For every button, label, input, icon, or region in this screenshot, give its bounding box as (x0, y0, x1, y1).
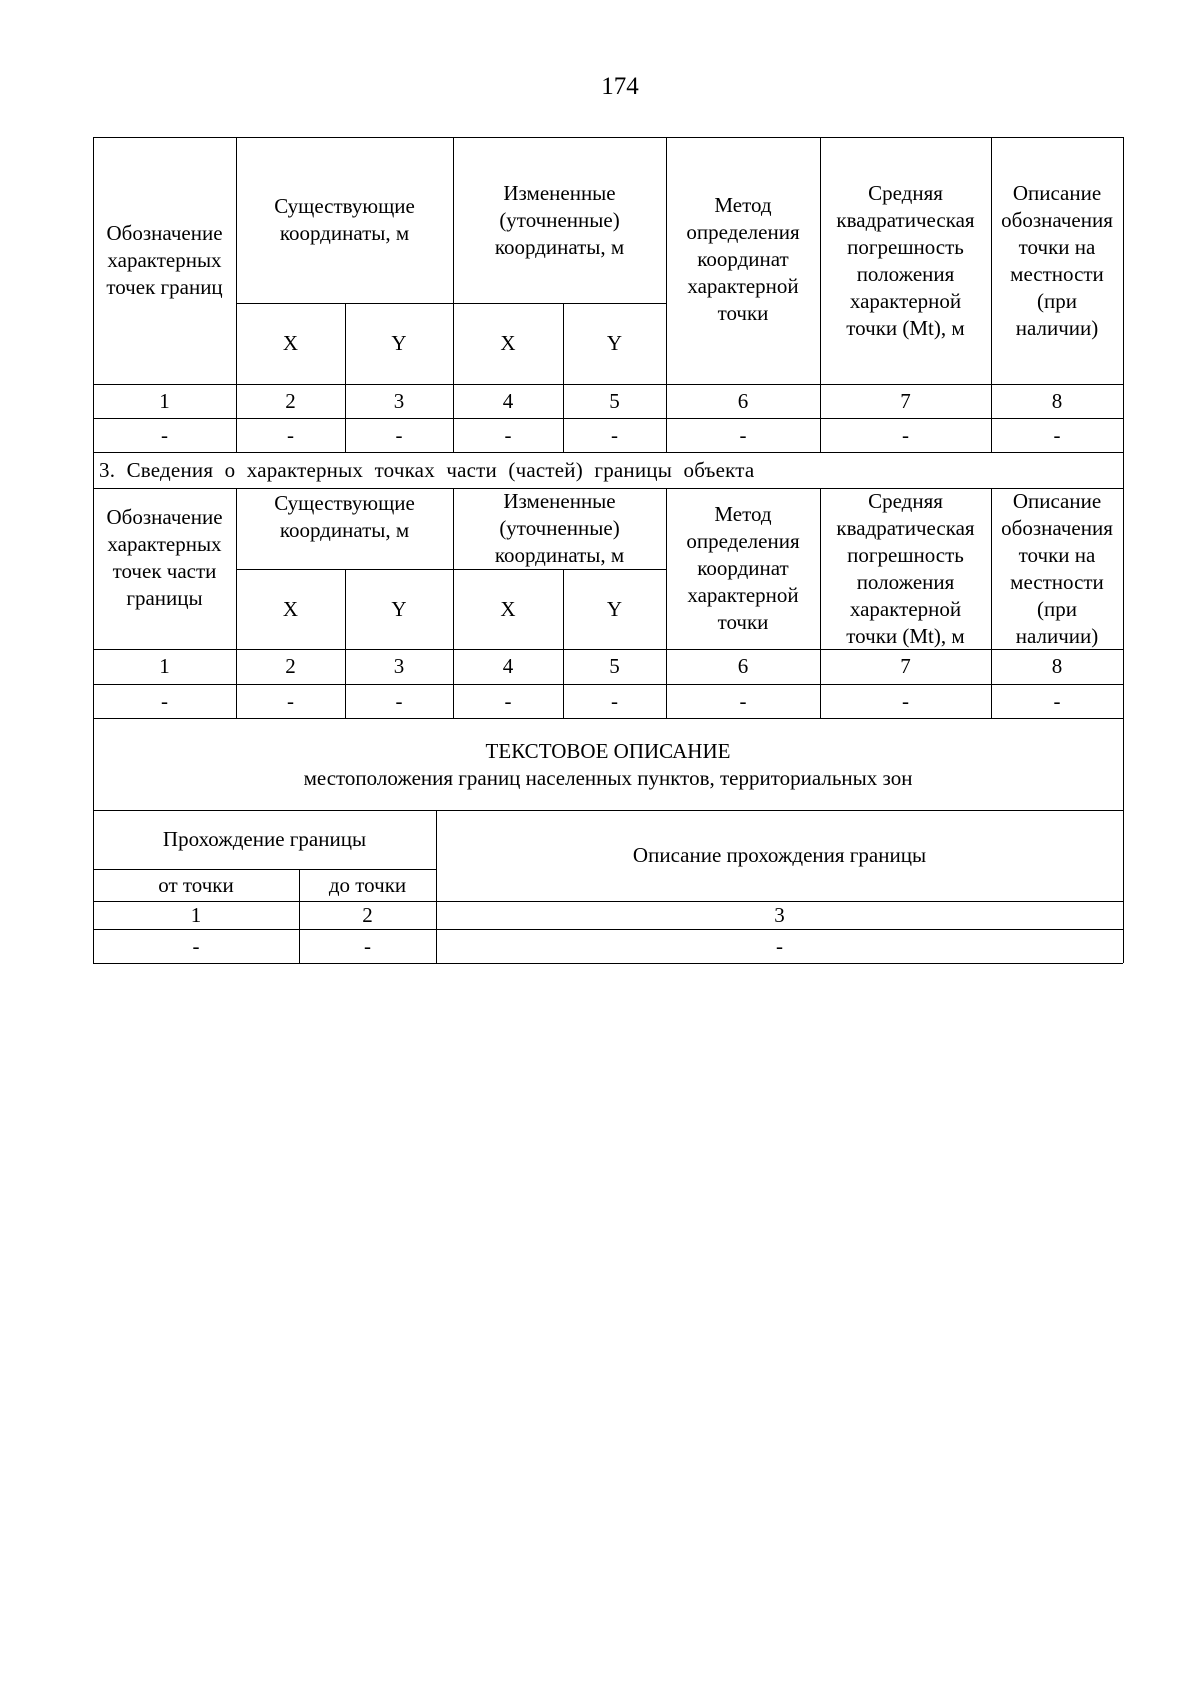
table-cell: - (504, 688, 512, 713)
table-cell: - (192, 933, 200, 958)
table-cell: - (902, 688, 909, 713)
table-cell: - (1053, 688, 1061, 713)
column-number: 1 (159, 388, 170, 413)
column-number: 8 (1051, 654, 1063, 678)
header-y-existing: Y (391, 331, 407, 355)
table-cell: - (504, 422, 512, 447)
column-number: 1 (159, 654, 170, 678)
header-to-point: до точки (328, 872, 407, 897)
header-y-changed: Y (606, 596, 623, 621)
header-description: Описание обозначения точки на местности (при наличии) (1001, 181, 1113, 340)
header-x-existing: X (282, 596, 299, 621)
column-number: 2 (285, 388, 296, 413)
table-cell: - (395, 422, 403, 447)
table-cell: - (287, 422, 294, 447)
table-cell: - (739, 688, 747, 713)
column-number: 6 (737, 388, 749, 413)
header-y-changed: Y (606, 331, 623, 355)
header-existing-coords: Существующие координаты, м (274, 194, 415, 245)
table-cell: - (161, 422, 168, 447)
header-error: Средняя квадратическая погрешность положения характерной точки (Mt), м (836, 489, 975, 648)
text-description-title: ТЕКСТОВОЕ ОПИСАНИЕ (485, 738, 731, 763)
column-number: 5 (609, 388, 620, 413)
column-number: 3 (393, 388, 405, 413)
table-cell: - (364, 933, 371, 958)
table-cell: - (902, 422, 909, 447)
column-number: 2 (362, 902, 373, 927)
table-cell: - (739, 422, 747, 447)
column-number: 3 (774, 902, 785, 927)
table-cell: - (395, 688, 403, 713)
table-cell: - (611, 422, 618, 447)
header-method: Метод определения координат характерной точки (686, 193, 800, 325)
section-3-title: 3. Сведения о характерных точках части (частей) границы объекта (99, 458, 755, 482)
header-existing-coords: Существующие координаты, м (274, 491, 415, 542)
column-number: 3 (393, 654, 405, 678)
column-number: 7 (900, 388, 911, 413)
header-changed-coords: Измененные (уточненные) координаты, м (494, 180, 625, 259)
table-cell: - (611, 688, 618, 713)
column-number: 5 (609, 654, 620, 678)
header-designation: Обозначение характерных точек границ (106, 221, 223, 299)
page-number: 174 (601, 73, 639, 100)
table-cell: - (776, 933, 783, 958)
column-number: 1 (190, 902, 202, 927)
table-cell: - (1053, 422, 1061, 447)
header-x-existing: X (282, 331, 299, 355)
header-boundary-passage: Прохождение границы (162, 827, 367, 851)
header-passage-description: Описание прохождения границы (632, 843, 927, 867)
header-y-existing: Y (391, 596, 407, 621)
header-method: Метод определения координат характерной точки (686, 502, 800, 634)
header-description: Описание обозначения точки на местности (при наличии) (1001, 489, 1113, 648)
table-cell: - (287, 688, 294, 713)
table-cell: - (161, 688, 168, 713)
header-error: Средняя квадратическая погрешность положения характерной точки (Mt), м (836, 181, 975, 340)
column-number: 6 (737, 654, 749, 678)
header-from-point: от точки (158, 872, 234, 897)
column-number: 8 (1051, 388, 1063, 413)
header-changed-coords: Измененные (уточненные) координаты, м (494, 489, 625, 567)
text-description-subtitle: местоположения границ населенных пунктов, территориальных зон (303, 765, 913, 790)
column-number: 4 (502, 654, 514, 678)
column-number: 4 (502, 388, 514, 413)
column-number: 2 (285, 654, 296, 678)
header-designation: Обозначение характерных точек части границы (106, 505, 223, 610)
column-number: 7 (900, 654, 911, 678)
header-x-changed: X (500, 331, 516, 355)
header-x-changed: X (500, 596, 516, 621)
